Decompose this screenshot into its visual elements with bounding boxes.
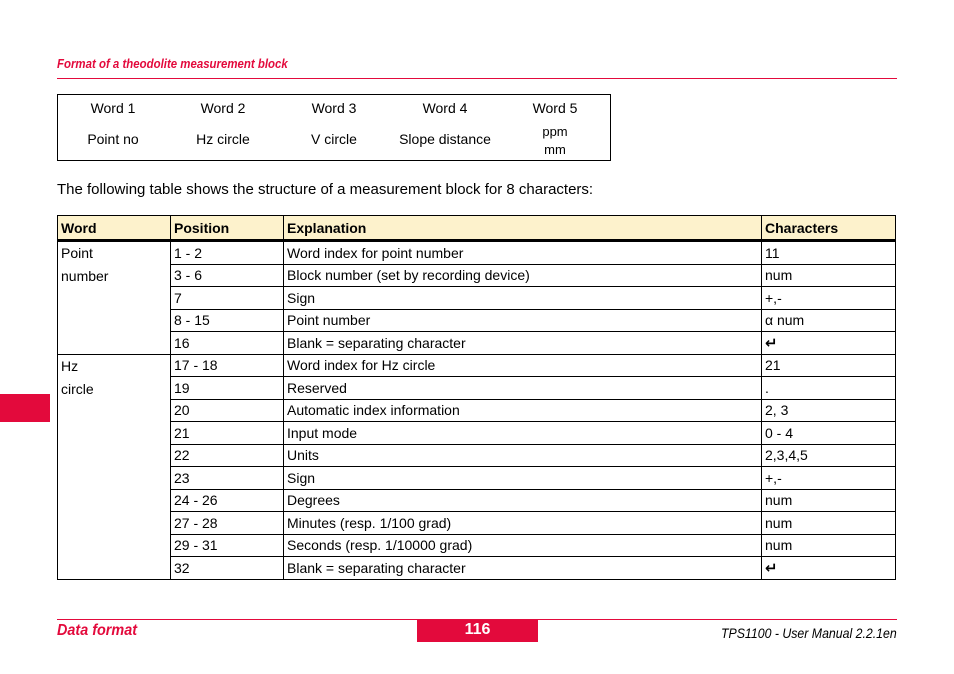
word-group-line: circle — [61, 380, 94, 397]
word-column-2 — [168, 95, 278, 160]
word-value: Slope distance — [399, 131, 491, 147]
table-row — [58, 264, 896, 287]
explanation-cell: Blank = separating character — [284, 332, 762, 355]
word-group-line: Hz — [61, 357, 79, 374]
explanation-cell: Degrees — [284, 489, 762, 512]
characters-cell: num — [762, 489, 896, 512]
page-number: 116 — [417, 619, 538, 642]
word-group-line: Point — [61, 245, 93, 261]
explanation-cell: Units — [284, 444, 762, 467]
word-column-5 — [500, 95, 610, 160]
characters-cell: 2,3,4,5 — [762, 444, 896, 467]
word-value — [500, 123, 610, 159]
position-cell: 1 - 2 — [171, 241, 284, 265]
characters-cell: num — [762, 264, 896, 287]
position-cell: 22 — [171, 444, 284, 467]
characters-cell: α num — [762, 309, 896, 332]
word-column-3 — [278, 95, 390, 160]
footer-manual-title: TPS1100 - User Manual 2.2.1en — [721, 625, 897, 641]
characters-cell: 11 — [762, 241, 896, 265]
table-row — [58, 377, 896, 400]
table-row — [58, 422, 896, 445]
word-group-line: number — [61, 268, 109, 284]
position-cell: 23 — [171, 467, 284, 490]
explanation-cell: Block number (set by recording device) — [284, 264, 762, 287]
word-column-4 — [390, 95, 500, 160]
table-row — [58, 557, 896, 580]
top-rule — [57, 78, 897, 79]
word-group-cell — [58, 241, 171, 355]
position-cell: 20 — [171, 399, 284, 422]
word-value: Hz circle — [196, 131, 250, 147]
position-cell: 24 - 26 — [171, 489, 284, 512]
table-row — [58, 444, 896, 467]
characters-cell: 0 - 4 — [762, 422, 896, 445]
header-characters: Characters — [762, 216, 896, 241]
table-header-row — [58, 216, 896, 241]
word-header: Word 3 — [311, 100, 357, 116]
characters-cell: . — [762, 377, 896, 400]
return-symbol-cell: ↵ — [762, 557, 896, 580]
table-row — [58, 332, 896, 355]
word-value-line: mm — [544, 142, 566, 157]
position-cell: 3 - 6 — [171, 264, 284, 287]
position-cell: 16 — [171, 332, 284, 355]
footer-chapter: Data format — [57, 622, 138, 639]
header-position: Position — [171, 216, 284, 241]
table-row — [58, 287, 896, 310]
explanation-cell: Input mode — [284, 422, 762, 445]
table-row — [58, 489, 896, 512]
table-row — [58, 467, 896, 490]
word-header: Word 2 — [200, 100, 246, 116]
header-explanation: Explanation — [284, 216, 762, 241]
position-cell: 27 - 28 — [171, 512, 284, 535]
characters-cell: num — [762, 534, 896, 557]
chapter-tab-marker — [0, 394, 50, 422]
characters-cell: num — [762, 512, 896, 535]
explanation-cell: Word index for Hz circle — [284, 354, 762, 377]
word-value-line: ppm — [542, 124, 568, 139]
explanation-cell: Automatic index information — [284, 399, 762, 422]
explanation-cell: Word index for point number — [284, 241, 762, 265]
word-value: Point no — [87, 131, 139, 147]
position-cell: 32 — [171, 557, 284, 580]
word-header: Word 4 — [422, 100, 468, 116]
return-symbol-cell: ↵ — [762, 332, 896, 355]
explanation-cell: Sign — [284, 467, 762, 490]
position-cell: 8 - 15 — [171, 309, 284, 332]
table-row — [58, 399, 896, 422]
position-cell: 17 - 18 — [171, 354, 284, 377]
explanation-cell: Point number — [284, 309, 762, 332]
characters-cell: 2, 3 — [762, 399, 896, 422]
position-cell: 29 - 31 — [171, 534, 284, 557]
word-header: Word 1 — [90, 100, 136, 116]
position-cell: 21 — [171, 422, 284, 445]
table-row — [58, 534, 896, 557]
table-row — [58, 241, 896, 265]
explanation-cell: Minutes (resp. 1/100 grad) — [284, 512, 762, 535]
header-word: Word — [58, 216, 171, 241]
explanation-cell: Reserved — [284, 377, 762, 400]
words-table — [57, 94, 611, 161]
characters-cell: +,- — [762, 467, 896, 490]
position-cell: 19 — [171, 377, 284, 400]
word-header: Word 5 — [532, 100, 578, 116]
explanation-cell: Seconds (resp. 1/10000 grad) — [284, 534, 762, 557]
section-title: Format of a theodolite measurement block — [57, 56, 288, 71]
measurement-block-table — [57, 215, 896, 580]
table-row — [58, 354, 896, 377]
position-cell: 7 — [171, 287, 284, 310]
word-column-1 — [58, 95, 168, 160]
table-row — [58, 309, 896, 332]
word-group-cell — [58, 354, 171, 579]
explanation-cell: Sign — [284, 287, 762, 310]
table-row — [58, 512, 896, 535]
characters-cell: 21 — [762, 354, 896, 377]
intro-text: The following table shows the structure of a measurement block for 8 characters: — [57, 181, 594, 198]
characters-cell: +,- — [762, 287, 896, 310]
explanation-cell: Blank = separating character — [284, 557, 762, 580]
word-value: V circle — [311, 131, 357, 147]
